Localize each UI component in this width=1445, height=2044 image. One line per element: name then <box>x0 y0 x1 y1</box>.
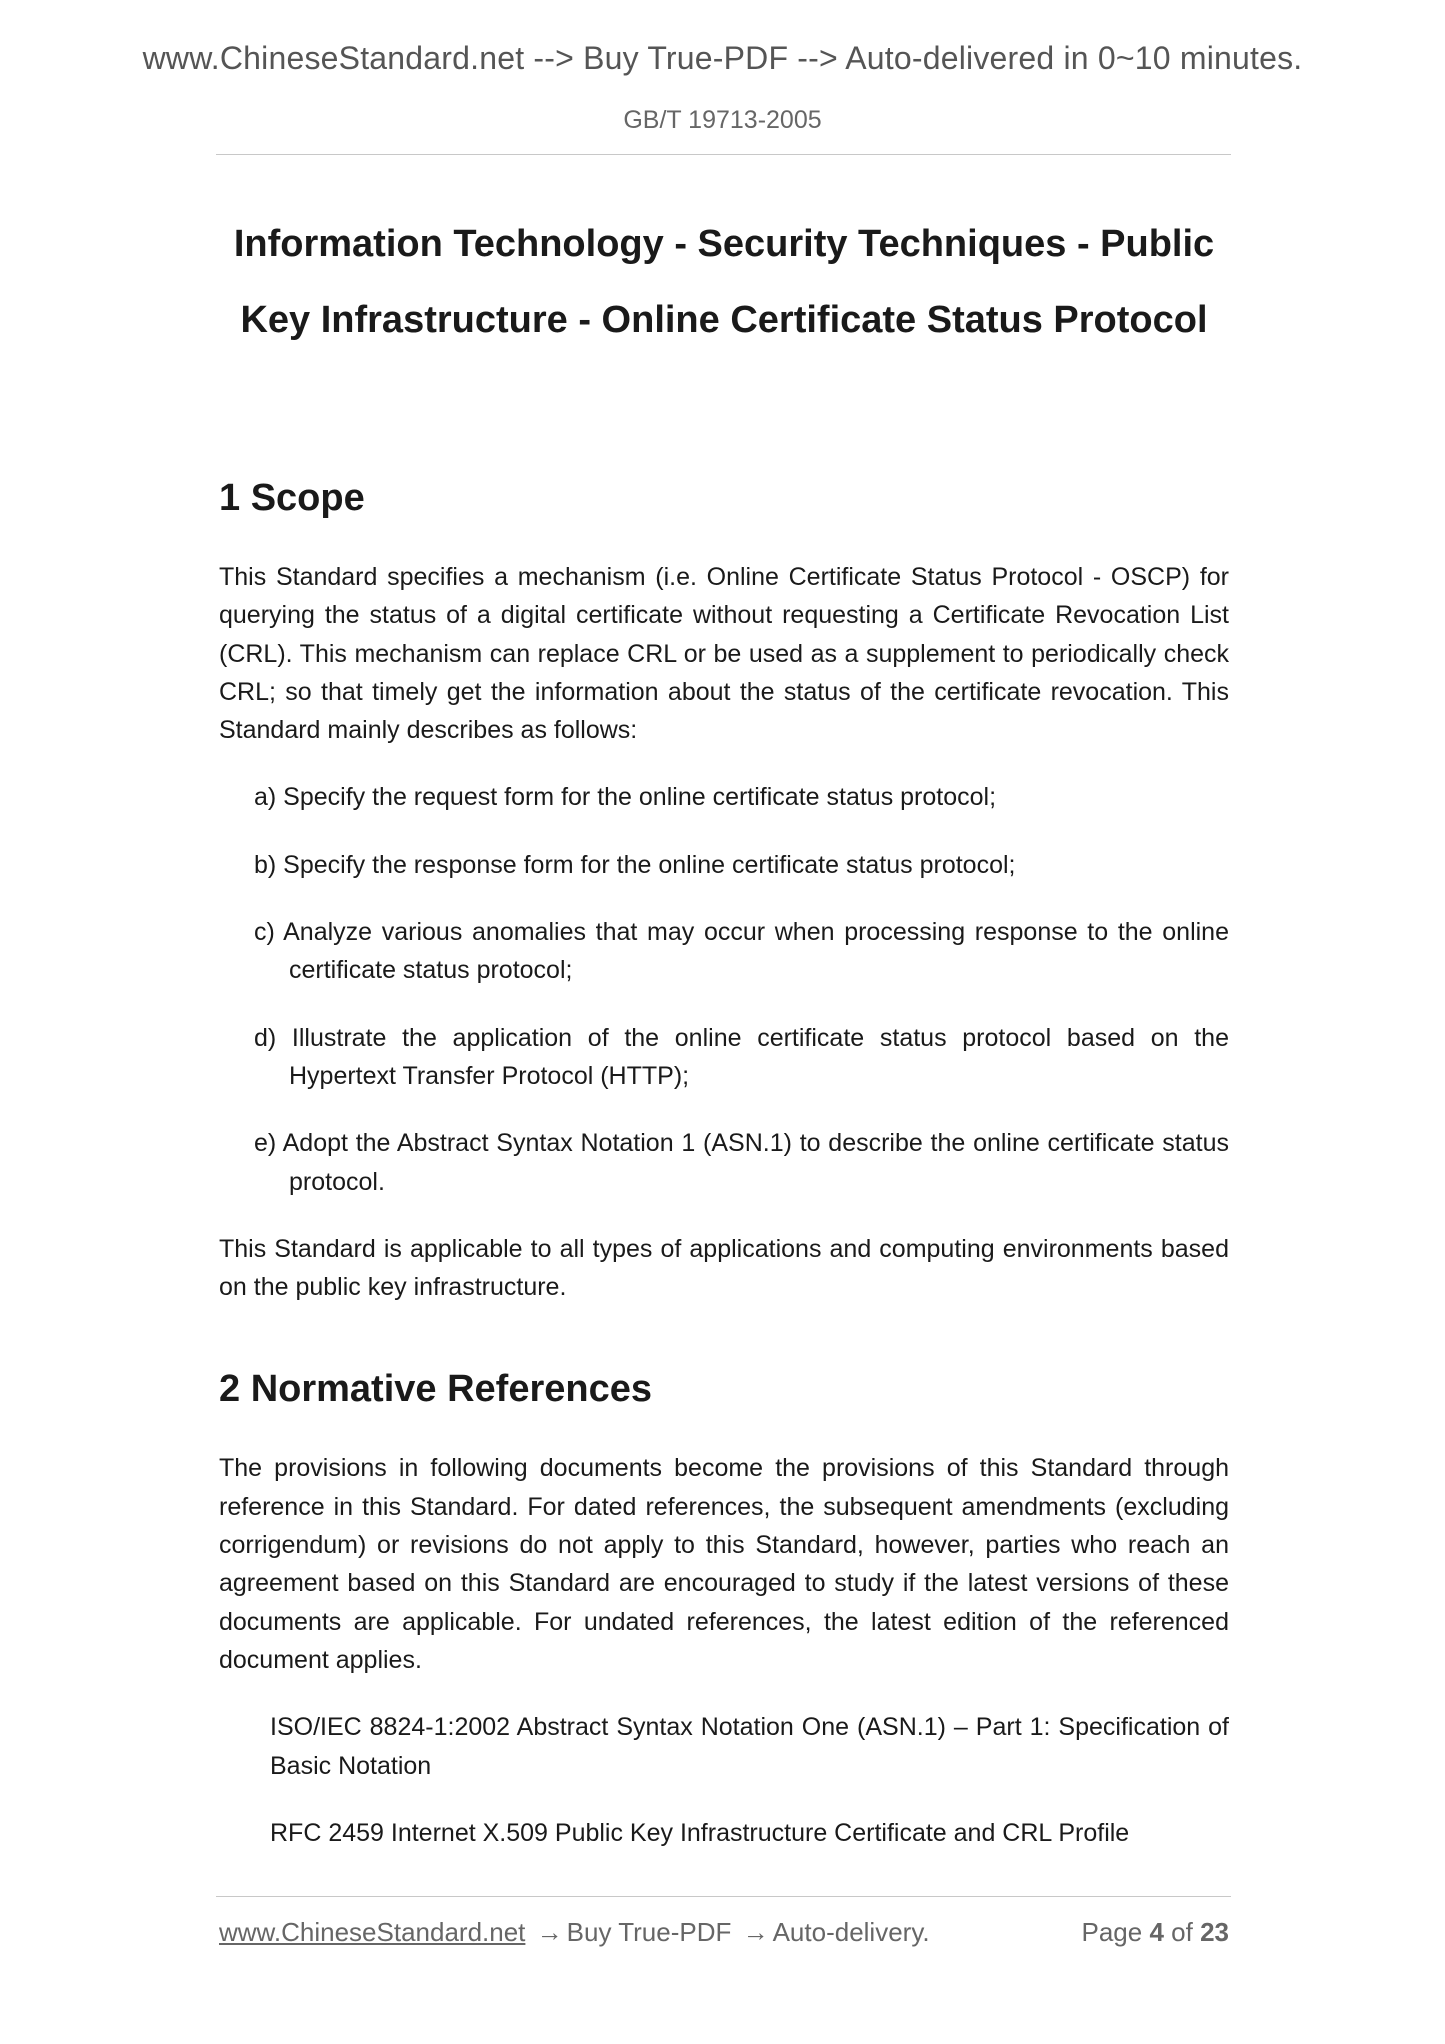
top-banner: www.ChineseStandard.net --> Buy True-PDF --> Auto-delivered in 0~10 minutes. <box>142 40 1303 76</box>
reference-item: RFC 2459 Internet X.509 Public Key Infrastructure Certificate and CRL Profile <box>270 1818 1130 1847</box>
page-label: Page <box>1081 1917 1143 1947</box>
arrow-right-icon: → <box>742 1917 769 1947</box>
page-number <box>1081 1917 1229 1948</box>
document-code: GB/T 19713-2005 <box>623 106 822 134</box>
document-title-line-2: Key Infrastructure - Online Certificate Status Protocol <box>240 299 1208 341</box>
document-title <box>219 206 1229 358</box>
footer-site-link[interactable]: www.ChineseStandard.net <box>219 1917 526 1947</box>
section-heading-scope: 1 Scope <box>219 477 365 519</box>
scope-intro-paragraph: This Standard specifies a mechanism (i.e. Online Certificate Status Protocol - OSCP) for querying the status of a digital certificate without requesting a Certificate Revocation List (CRL). This mechanism can replace CRL or be used as a supplement to periodically check CRL; so that timely get the information about the status of the certificate revocation. This Standard mainly describes as follows: <box>219 563 1229 745</box>
footer-delivery-text: Auto-delivery. <box>772 1917 930 1947</box>
document-title-line-1: Information Technology - Security Techniques - Public <box>233 223 1215 265</box>
footer-divider <box>216 1896 1231 1897</box>
arrow-right-icon: → <box>536 1917 563 1947</box>
references-intro-paragraph: The provisions in following documents become the provisions of this Standard through reference in this Standard. For dated references, the subsequent amendments (excluding corrigendum) or revisions do not apply to this Standard, however, parties who reach an agreement based on this Standard are encouraged to study if the latest versions of these documents are applicable. For undated references, the latest edition of the referenced document applies. <box>219 1454 1229 1674</box>
page-of-label: of <box>1171 1917 1193 1947</box>
list-item: a) Specify the request form for the online certificate status protocol; <box>254 783 997 812</box>
list-item: c) Analyze various anomalies that may occur when processing response to the online certificate status protocol; <box>254 918 1229 985</box>
list-item: d) Illustrate the application of the online certificate status protocol based on the Hypertext Transfer Protocol (HTTP); <box>254 1023 1229 1090</box>
list-item: e) Adopt the Abstract Syntax Notation 1 (ASN.1) to describe the online certificate status protocol. <box>254 1129 1229 1196</box>
page-total: 23 <box>1200 1917 1229 1947</box>
section-heading-normative-references: 2 Normative References <box>219 1368 652 1411</box>
reference-list <box>219 1708 1229 1852</box>
footer-promo <box>219 1917 930 1948</box>
reference-item: ISO/IEC 8824-1:2002 Abstract Syntax Notation One (ASN.1) – Part 1: Specification of Basic Notation <box>270 1713 1229 1780</box>
footer-buy-text: Buy True-PDF <box>566 1917 732 1947</box>
page-content <box>219 206 1229 1852</box>
scope-item-list <box>219 778 1229 1200</box>
page-current: 4 <box>1149 1917 1164 1947</box>
scope-closing-paragraph: This Standard is applicable to all types of applications and computing environments based on the public key infrastructure. <box>219 1234 1229 1302</box>
header-divider <box>216 154 1231 155</box>
list-item: b) Specify the response form for the online certificate status protocol; <box>254 850 1016 879</box>
